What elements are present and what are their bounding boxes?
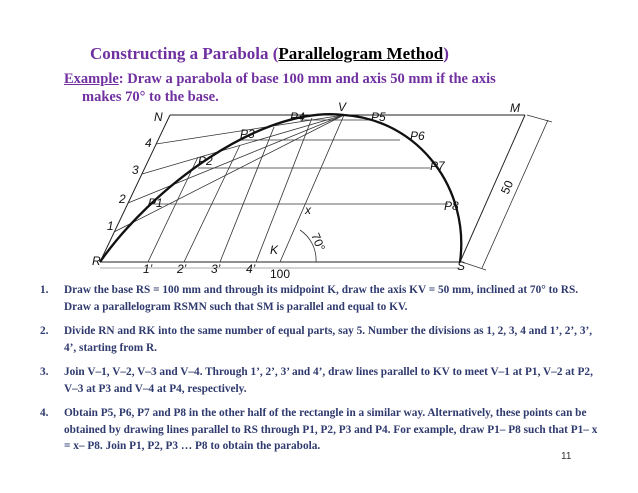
label-base-100: 100 [270, 267, 291, 281]
dim-line-50 [482, 120, 548, 268]
step-item [40, 364, 600, 397]
label-div-3: 3 [132, 163, 139, 177]
step-item [40, 405, 600, 455]
label-P3: P3 [240, 127, 255, 141]
side-RN [100, 115, 170, 262]
dim-ext-S [462, 262, 486, 270]
label-div-4: 4 [145, 136, 152, 150]
title-suffix: ) [443, 44, 449, 63]
construction-steps [40, 282, 600, 463]
label-V: V [338, 100, 347, 114]
dim-ext-M [527, 115, 552, 122]
label-P5: P5 [371, 110, 386, 124]
label-M: M [510, 101, 520, 115]
side-SM [460, 115, 525, 262]
label-R: R [92, 254, 101, 268]
label-base-3: 3’ [211, 262, 221, 276]
ray-V-3 [142, 115, 344, 174]
step-number: 4. [40, 407, 49, 419]
label-N: N [154, 110, 163, 124]
label-P7: P7 [430, 159, 445, 173]
title-prefix: Constructing a Parabola ( [90, 44, 279, 63]
step-text: Divide RN and RK into the same number of equal parts, say 5. Number the divisions as 1, 2, 3, 4 and 1’, 2’, 3’, 4’, starting from R. [64, 325, 593, 354]
label-P4: P4 [290, 110, 305, 124]
step-text: Draw the base RS = 100 mm and through its midpoint K, draw the axis KV = 50 mm, inclined at 70° to RS. Draw a parallelogram RSMN such that SM is parallel and equal to KV. [64, 284, 579, 313]
step-item [40, 323, 600, 356]
label-base-4: 4’ [246, 262, 256, 276]
step-number: 3. [40, 366, 49, 378]
label-div-1: 1 [107, 219, 114, 233]
label-P1: P1 [148, 196, 163, 210]
page-number: 11 [561, 451, 572, 462]
step-number: 2. [40, 325, 49, 337]
step-item [40, 282, 600, 315]
label-div-2: 2 [119, 192, 126, 206]
label-K: K [270, 243, 279, 257]
example-line-2: makes 70° to the base. [82, 89, 219, 105]
label-axis-50: 50 [497, 178, 517, 197]
example-text-1: : Draw a parabola of base 100 mm and axis 50 mm if the axis [118, 71, 496, 87]
label-P8: P8 [444, 199, 459, 213]
step-number: 1. [40, 284, 49, 296]
label-base-2: 2’ [177, 262, 187, 276]
label-base-1: 1’ [143, 262, 153, 276]
step-text: Join V–1, V–2, V–3 and V–4. Through 1’, 2’, 3’ and 4’, draw lines parallel to KV to meet V–1 at P1, V–2 at P2, V–3 at P3 and V–4 at P4, respectively. [64, 366, 593, 395]
label-angle-70: 70° [308, 230, 329, 253]
example-label: Example [64, 71, 119, 87]
label-P2: P2 [198, 154, 213, 168]
label-x: x [305, 203, 311, 217]
label-P6: P6 [410, 129, 425, 143]
title-method: Parallelogram Method [278, 44, 444, 63]
label-S: S [457, 259, 466, 273]
parabola-curve [100, 114, 461, 262]
step-text: Obtain P5, P6, P7 and P8 in the other half of the rectangle in a similar way. Alternatively, these points can be obtained by drawing lines parallel to RS through P1, P2, P3 and P4. For example, draw P1– P8 such that P1– x = x– P8. Join P1, P2, P3 … P8 to obtain the parabola. [64, 407, 598, 452]
